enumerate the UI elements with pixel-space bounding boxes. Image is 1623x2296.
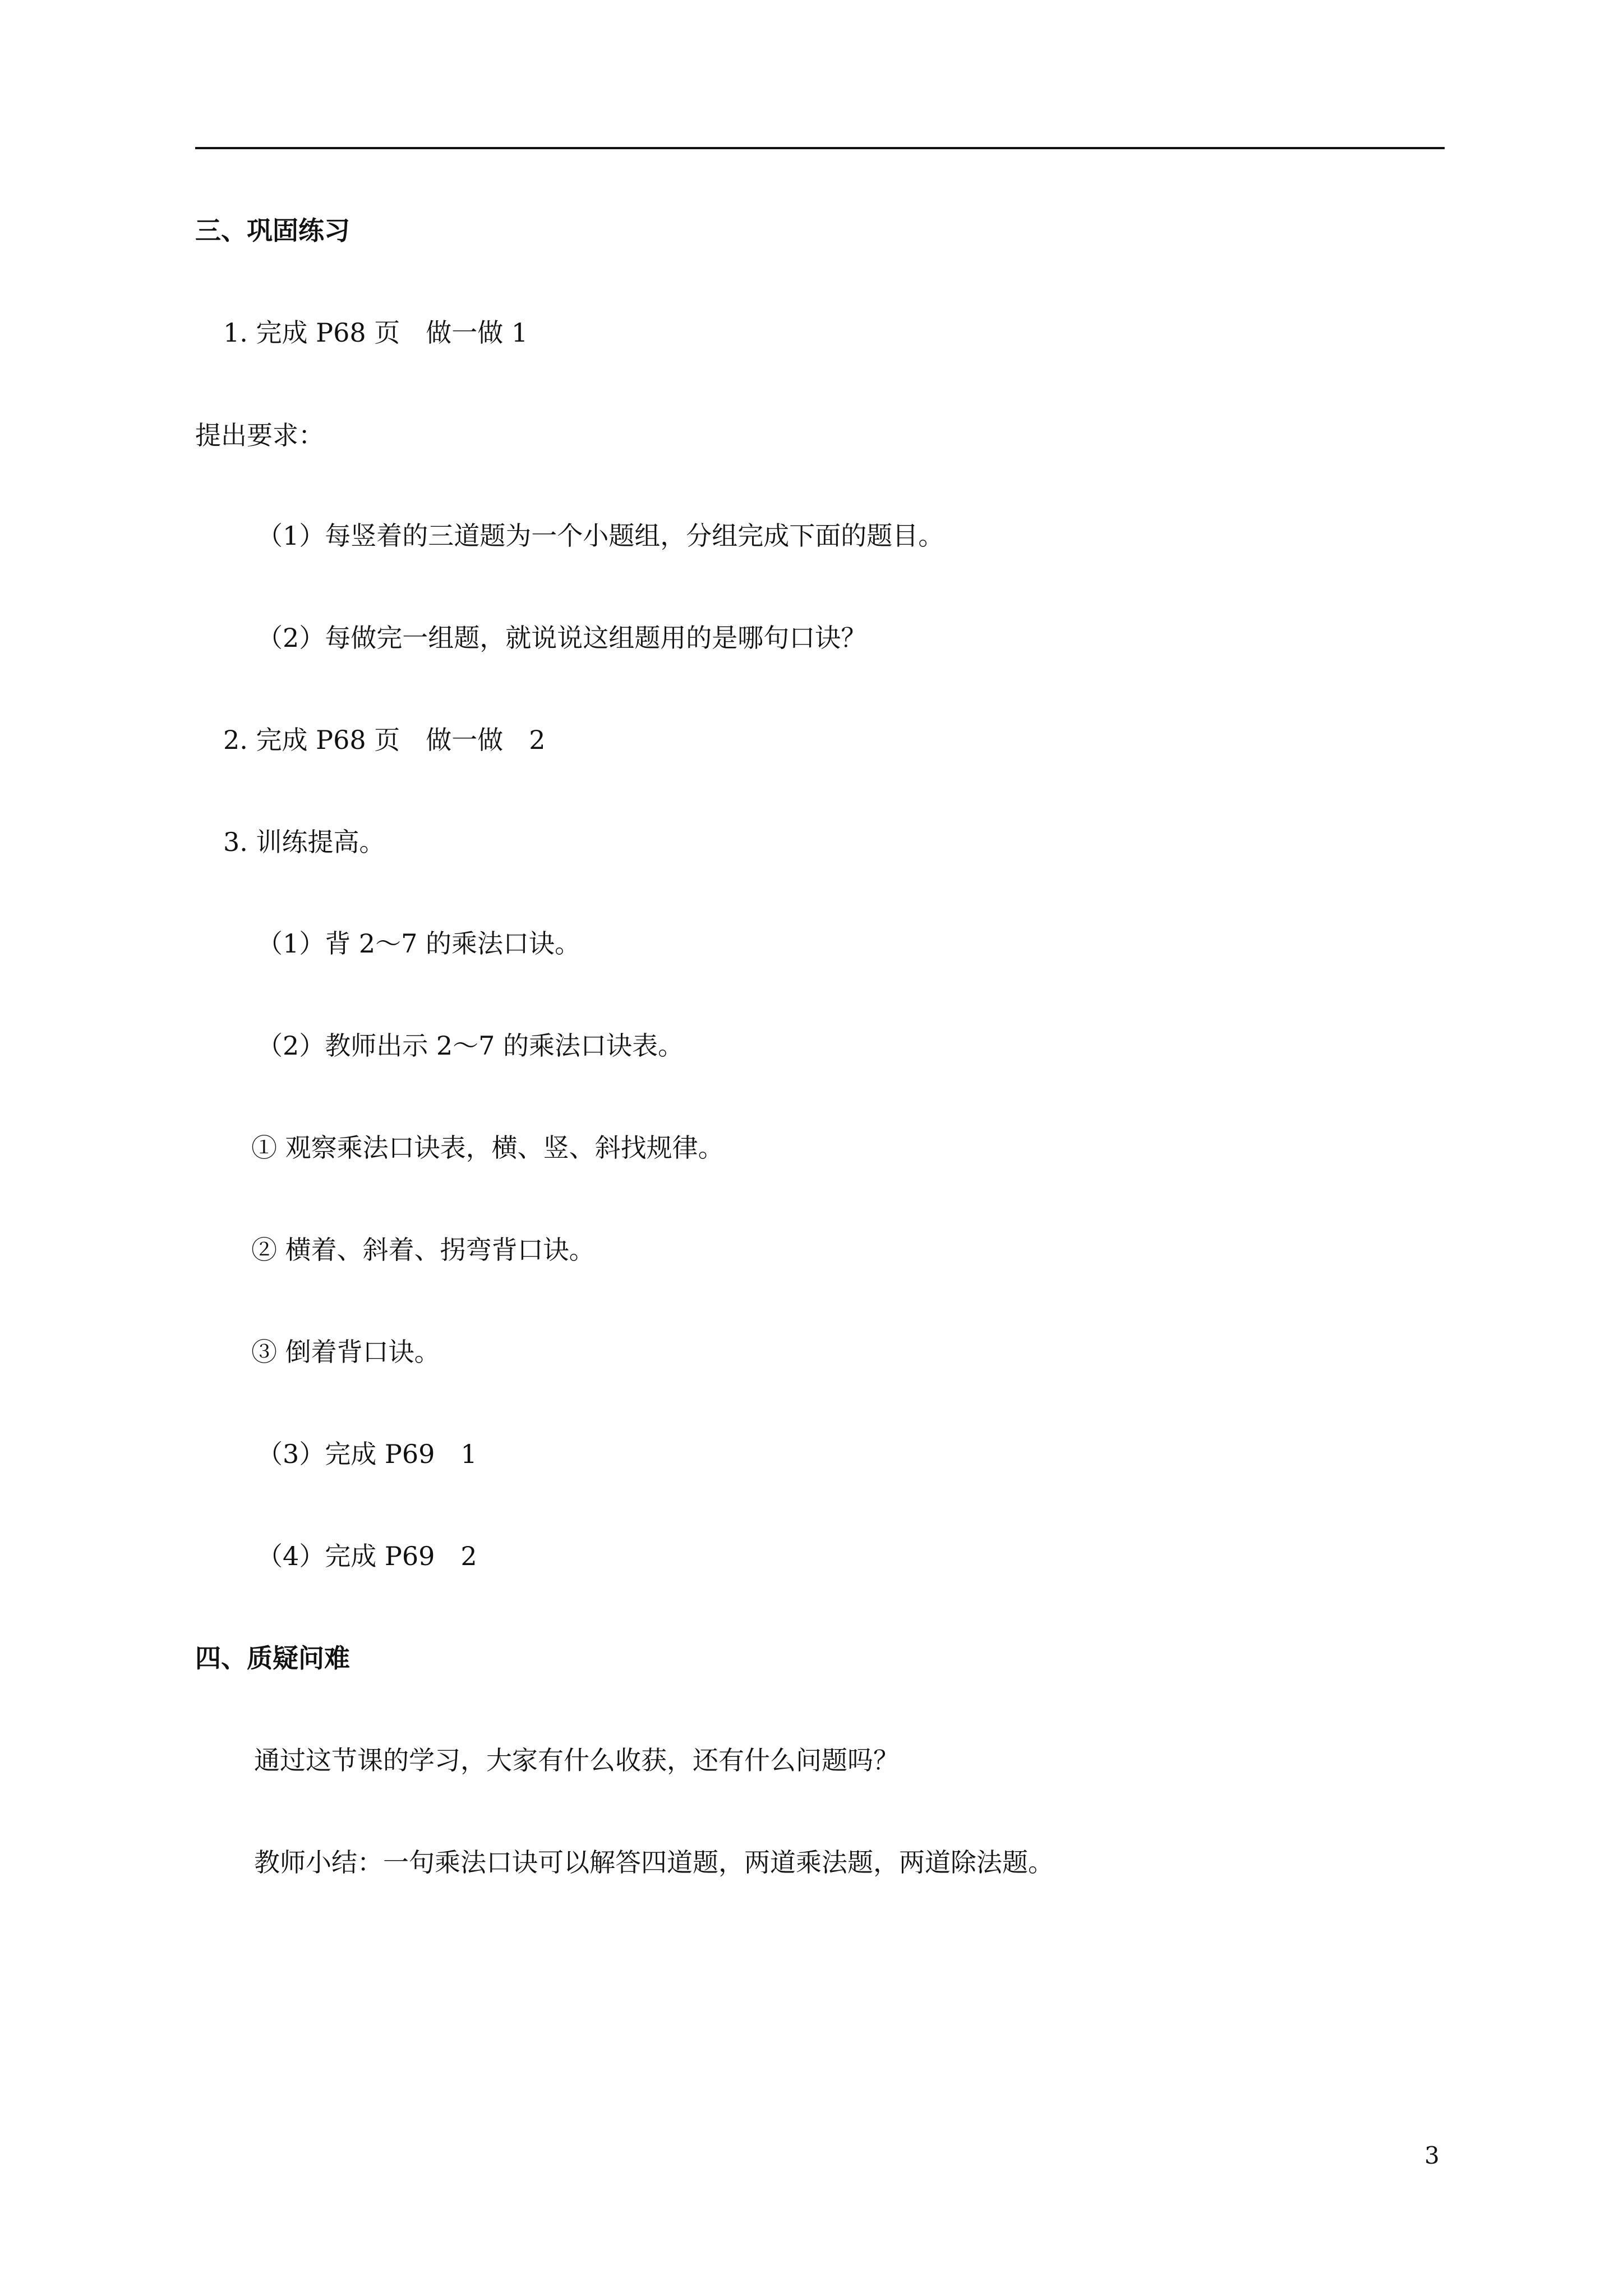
requirement-2: （2）每做完一组题，就说说这组题用的是哪句口诀？: [257, 623, 867, 653]
exercise-item-3: 3. 训练提高。: [223, 827, 385, 857]
circled-item-2: ② 横着、斜着、拐弯背口诀。: [251, 1235, 595, 1265]
reflection-question: 通过这节课的学习，大家有什么收获，还有什么问题吗？: [254, 1745, 899, 1775]
training-sub-1: （1）背 2～7 的乘法口诀。: [257, 928, 581, 959]
section-heading-practice: 三、巩固练习: [195, 215, 350, 246]
requirement-1: （1）每竖着的三道题为一个小题组，分组完成下面的题目。: [257, 521, 944, 551]
exercise-item-2: 2. 完成 P68 页 做一做 2: [223, 725, 546, 755]
teacher-summary: 教师小结：一句乘法口诀可以解答四道题，两道乘法题，两道除法题。: [254, 1847, 1054, 1878]
training-sub-3: （3）完成 P69 1: [257, 1439, 477, 1469]
training-sub-4: （4）完成 P69 2: [257, 1541, 477, 1571]
training-sub-2: （2）教师出示 2～7 的乘法口诀表。: [257, 1030, 684, 1061]
circled-item-3: ③ 倒着背口诀。: [251, 1337, 440, 1367]
circled-item-1: ① 观察乘法口诀表，横、竖、斜找规律。: [251, 1133, 724, 1163]
page-number: 3: [1424, 2142, 1440, 2169]
requirements-label: 提出要求：: [195, 420, 324, 450]
exercise-item-1: 1. 完成 P68 页 做一做 1: [223, 318, 528, 348]
header-rule: [195, 147, 1445, 149]
section-heading-questions: 四、质疑问难: [195, 1643, 350, 1673]
